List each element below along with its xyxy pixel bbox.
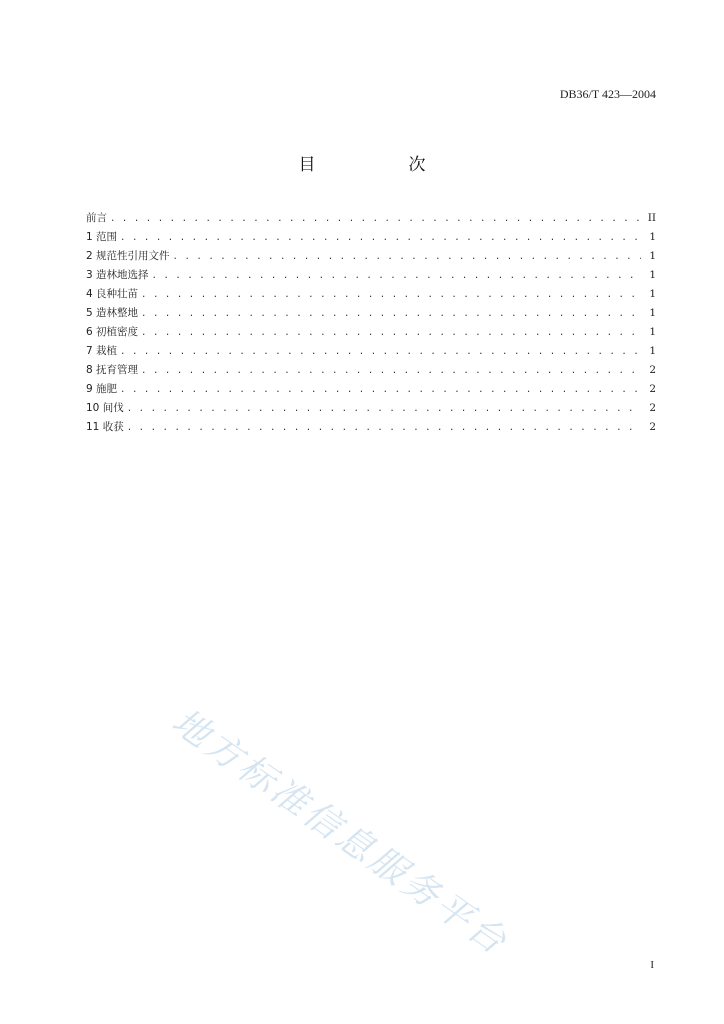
toc-item-page: 1 [649,345,656,357]
toc-item-label: 2 规范性引用文件 [86,250,170,262]
toc-item-thinning[interactable] [86,399,656,418]
dot-leader [141,305,641,323]
toc-item-harvest[interactable] [86,418,656,437]
toc-item-label: 1 范围 [86,231,118,243]
toc-item-foreword[interactable] [86,209,656,228]
dot-leader [152,267,641,285]
toc-item-fertilization[interactable] [86,380,656,399]
dot-leader [120,381,641,399]
dot-leader [141,286,641,304]
toc-item-label: 8 抚育管理 [86,364,139,376]
watermark: 地方标准信息服务平台 [164,701,516,965]
toc-item-page: 1 [649,326,656,338]
dot-leader [120,229,641,247]
toc-item-page: 2 [649,421,656,433]
toc-item-page: 1 [649,231,656,243]
dot-leader [173,248,641,266]
table-of-contents [86,209,656,437]
toc-item-planting[interactable] [86,342,656,361]
dot-leader [127,400,641,418]
toc-item-label: 5 造林整地 [86,307,139,319]
dot-leader [110,210,641,228]
toc-item-seedlings[interactable] [86,285,656,304]
toc-item-site-selection[interactable] [86,266,656,285]
toc-item-site-preparation[interactable] [86,304,656,323]
toc-item-label: 10 间伐 [86,402,124,414]
toc-item-label: 3 造林地选择 [86,269,149,281]
dot-leader [141,324,641,342]
toc-item-normative-references[interactable] [86,247,656,266]
toc-item-planting-density[interactable] [86,323,656,342]
toc-item-label: 9 施肥 [86,383,118,395]
toc-item-tending[interactable] [86,361,656,380]
dot-leader [120,343,641,361]
toc-item-page: 2 [649,402,656,414]
toc-item-label: 前言 [86,212,107,224]
standard-code: DB36/T 423—2004 [559,87,656,101]
toc-item-page: 1 [649,269,656,281]
toc-item-page: 2 [649,364,656,376]
toc-item-page: 2 [649,383,656,395]
dot-leader [127,419,641,437]
dot-leader [141,362,641,380]
toc-item-page: 1 [649,250,656,262]
toc-item-scope[interactable] [86,228,656,247]
toc-item-page: 1 [649,307,656,319]
toc-item-label: 6 初植密度 [86,326,139,338]
toc-item-page: II [647,212,656,224]
toc-item-label: 4 良种壮苗 [86,288,139,300]
toc-item-label: 11 收获 [86,421,124,433]
page-number: I [650,959,654,971]
toc-item-label: 7 栽植 [86,345,118,357]
toc-title: 目 次 [298,155,464,175]
toc-item-page: 1 [649,288,656,300]
